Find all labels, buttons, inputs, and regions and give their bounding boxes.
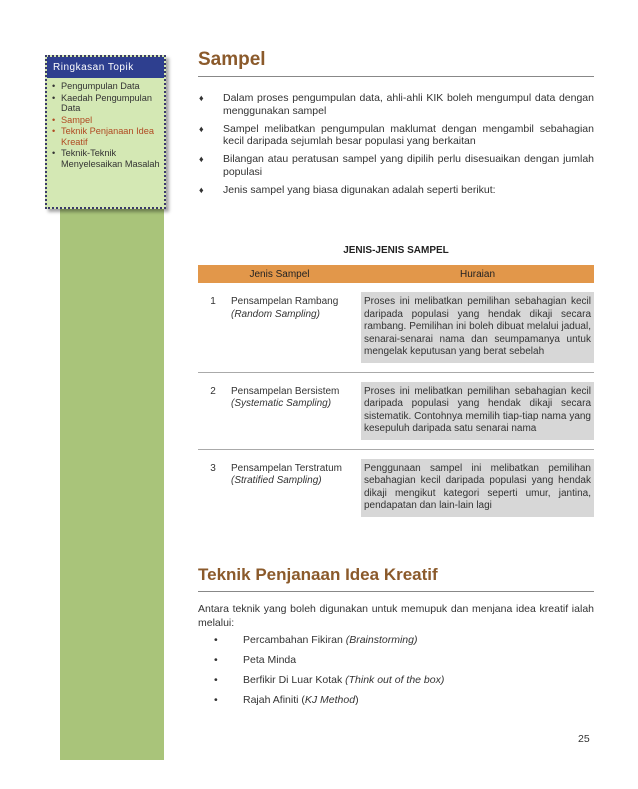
topic-item-label: Pengumpulan Data <box>61 81 140 91</box>
topic-item-kaedah[interactable] <box>52 93 160 114</box>
intro-paragraph: Antara teknik yang boleh digunakan untuk memupuk dan menjana idea kreatif ialah melalui: <box>198 603 594 629</box>
topic-item-label: Sampel <box>61 114 93 125</box>
topic-item-label: Teknik Penjanaan Idea Kreatif <box>61 126 154 147</box>
bullet-text: Jenis sampel yang biasa digunakan adalah seperti berikut: <box>223 183 496 196</box>
description-cell: Proses ini melibatkan pemilihan sebahagian kecil daripada populasi yang hendak dikaji secara sistematik. Contohnya memilih tiap-tiap nama yang kesepuluh daripada satu senarai nama <box>361 382 594 440</box>
diamond-icon: ♦ <box>199 123 204 134</box>
bullet-icon: • <box>214 694 218 706</box>
bullet-icon: • <box>214 674 218 686</box>
topic-summary-box <box>45 55 166 209</box>
technique-label: Rajah Afiniti ( <box>243 694 305 706</box>
section-heading-teknik: Teknik Penjanaan Idea Kreatif <box>198 565 438 584</box>
row-number: 1 <box>210 296 216 307</box>
topic-summary-title: Ringkasan Topik <box>47 57 164 78</box>
technique-item <box>198 693 594 713</box>
topic-item-label: Kaedah Pengumpulan Data <box>61 92 152 113</box>
technique-text <box>243 673 444 693</box>
bullet-icon: • <box>214 654 218 666</box>
page-number: 25 <box>578 733 590 745</box>
section-heading-sampel: Sampel <box>198 49 266 70</box>
sample-type-cell <box>228 292 361 363</box>
bullet-item <box>198 123 594 148</box>
bullet-text: Dalam proses pengumpulan data, ahli-ahli KIK boleh mengumpul data dengan menggunakan sampel <box>223 92 594 117</box>
table-row <box>198 382 594 440</box>
technique-item <box>198 673 594 693</box>
sample-type-cell <box>228 382 361 440</box>
technique-label: Peta Minda <box>243 654 297 666</box>
technique-item <box>198 633 594 653</box>
sampel-bullet-list <box>198 92 594 202</box>
sample-type-name: Pensampelan Terstratum <box>231 462 342 474</box>
decorative-green-strip <box>60 200 164 760</box>
diamond-icon: ♦ <box>199 93 204 103</box>
topic-item-pengumpulan-data[interactable] <box>52 81 160 92</box>
description-cell: Proses ini melibatkan pemilihan sebahagian kecil daripada populasi yang hendak dikaji secara rambang. Pemilihan ini boleh dibuat melalui jadual, senarai-senarai nama dan seumpamanya untuk mengelak keputusan yang berat sebelah <box>361 292 594 363</box>
table-title: JENIS-JENIS SAMPEL <box>343 245 449 256</box>
sample-type-cell <box>228 459 361 517</box>
sample-type-english: (Stratified Sampling) <box>231 475 322 486</box>
topic-item-teknik-penjanaan[interactable] <box>52 126 160 147</box>
technique-text <box>243 633 418 653</box>
sample-type-english: (Systematic Sampling) <box>231 398 332 409</box>
row-number: 2 <box>210 385 216 397</box>
bullet-text: Bilangan atau peratusan sampel yang dipilih perlu disesuaikan dengan jumlah populasi <box>223 153 594 178</box>
bullet-icon: • <box>214 634 218 646</box>
sample-type-english: (Random Sampling) <box>231 308 320 320</box>
technique-english: KJ Method <box>304 694 356 706</box>
row-number: 3 <box>210 462 216 474</box>
heading-divider <box>198 591 594 592</box>
bullet-icon: • <box>52 148 56 158</box>
topic-item-teknik-teknik[interactable] <box>52 148 160 169</box>
heading-divider <box>198 76 594 77</box>
diamond-icon: ♦ <box>199 154 204 164</box>
topic-summary-list <box>47 78 164 169</box>
bullet-item <box>198 92 594 117</box>
technique-english: (Brainstorming) <box>345 634 418 646</box>
sample-types-table <box>198 265 594 517</box>
bullet-text: Sampel melibatkan pengumpulan maklumat dengan mengambil sebahagian kecil daripada sejumlah besar populasi yang berkaitan <box>223 122 594 147</box>
technique-item <box>198 653 594 673</box>
technique-label: Percambahan Fikiran <box>243 634 346 646</box>
column-header-huraian: Huraian <box>361 265 594 283</box>
technique-label: Berfikir Di Luar Kotak <box>243 674 346 686</box>
table-row <box>198 459 594 517</box>
bullet-icon: • <box>52 126 56 136</box>
bullet-icon: • <box>52 81 56 91</box>
technique-text <box>243 653 296 673</box>
sample-type-name: Pensampelan Rambang <box>231 296 339 307</box>
column-header-jenis: Jenis Sampel <box>198 265 361 283</box>
topic-item-label: Teknik-Teknik Menyelesaikan Masalah <box>61 148 160 169</box>
description-cell: Penggunaan sampel ini melibatkan pemilihan sebahagian kecil daripada populasi yang hendak dikaji mengikut kategori seperti umur, jantina, pendapatan dan lain-lain lagi <box>361 459 594 517</box>
table-row <box>198 292 594 363</box>
bullet-item <box>198 184 594 197</box>
technique-english: (Think out of the box) <box>345 674 445 686</box>
technique-suffix: ) <box>355 694 359 706</box>
sample-type-name: Pensampelan Bersistem <box>231 385 340 397</box>
diamond-icon: ♦ <box>199 184 204 195</box>
technique-list <box>198 633 594 713</box>
bullet-item <box>198 153 594 178</box>
bullet-icon: • <box>52 114 56 125</box>
table-header-row <box>198 265 594 283</box>
bullet-icon: • <box>52 92 56 103</box>
technique-text <box>243 693 359 713</box>
topic-item-sampel[interactable] <box>52 115 160 126</box>
